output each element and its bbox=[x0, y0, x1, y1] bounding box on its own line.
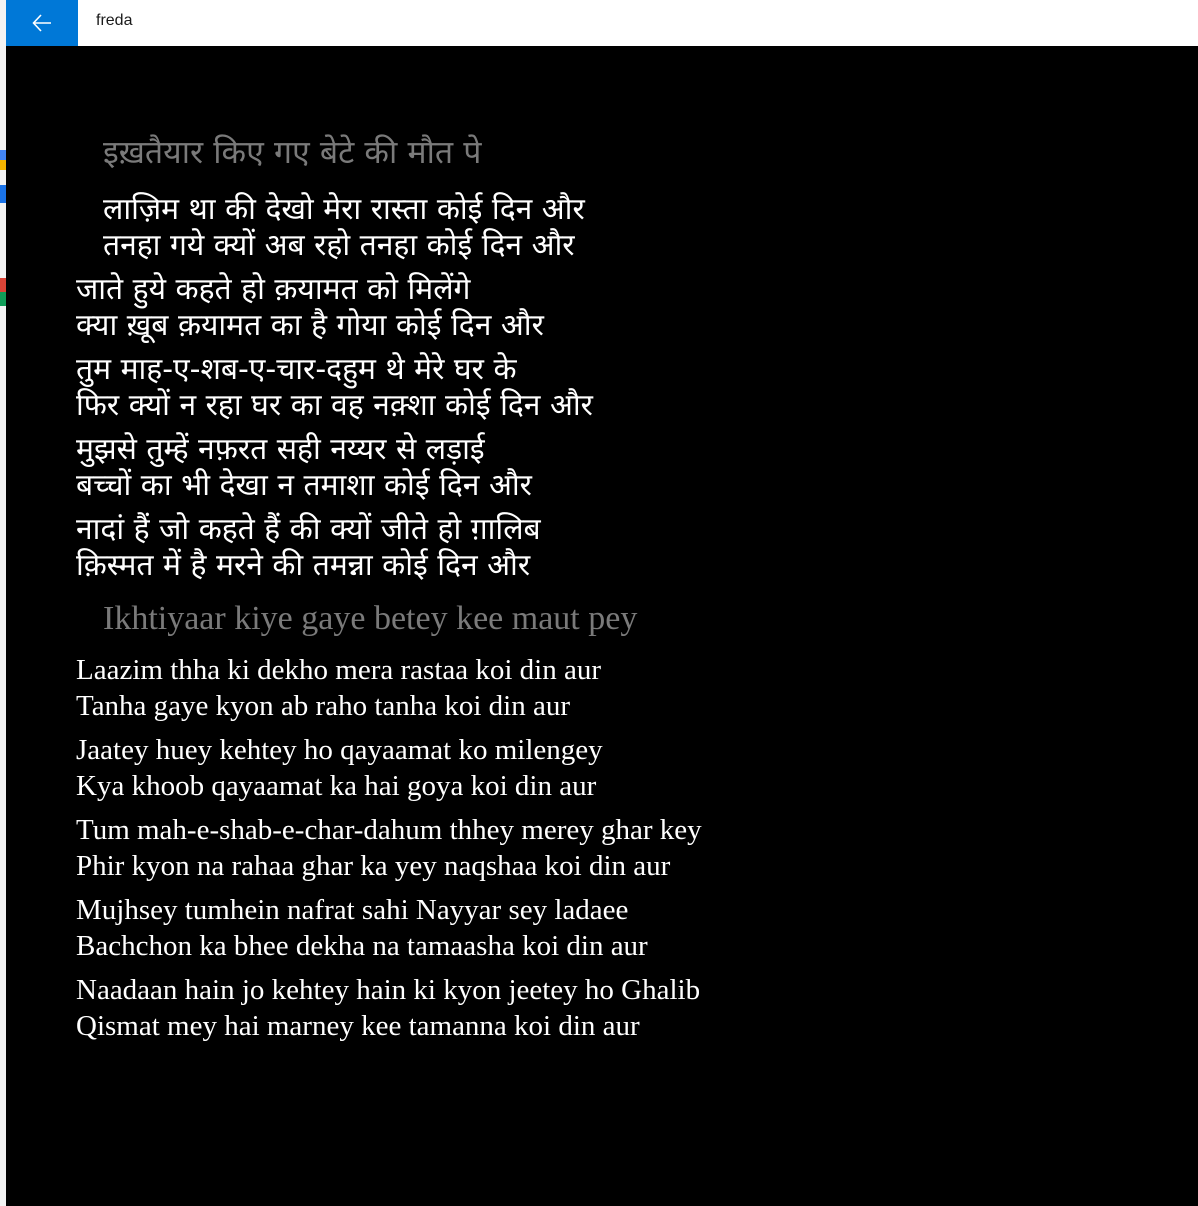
english-line: Laazim thha ki dekho mera rastaa koi din aur bbox=[76, 654, 602, 686]
english-stanza-5 bbox=[76, 972, 702, 1044]
hindi-line: तनहा गये क्यों अब रहो तनहा कोई दिन और bbox=[103, 228, 575, 263]
english-poem bbox=[76, 594, 702, 1052]
title-bar bbox=[6, 0, 1198, 46]
hindi-stanza-3 bbox=[76, 352, 593, 424]
english-line: Bachchon ka bhee dekha na tamaasha koi din aur bbox=[76, 930, 648, 962]
english-line: Qismat mey hai marney kee tamanna koi din aur bbox=[76, 1010, 640, 1042]
hindi-line: लाज़िम था की देखो मेरा रास्ता कोई दिन और bbox=[103, 192, 585, 227]
english-stanza-2 bbox=[76, 732, 702, 804]
window-title: freda bbox=[96, 12, 133, 29]
poem-viewer bbox=[6, 46, 1198, 1206]
english-poem-title: Ikhtiyaar kiye gaye betey kee maut pey bbox=[103, 600, 638, 637]
english-line: Naadaan hain jo kehtey hain ki kyon jeetey ho Ghalib bbox=[76, 974, 701, 1006]
hindi-line: मुझसे तुम्हें नफ़रत सही नय्यर से लड़ाई bbox=[76, 432, 485, 467]
hindi-stanza-5 bbox=[76, 512, 593, 584]
hindi-line: जाते हुये कहते हो क़यामत को मिलेंगे bbox=[76, 272, 471, 307]
english-line: Kya khoob qayaamat ka hai goya koi din aur bbox=[76, 770, 597, 802]
hindi-line: फिर क्यों न रहा घर का वह नक़्शा कोई दिन और bbox=[76, 388, 593, 423]
english-stanza-3 bbox=[76, 812, 702, 884]
hindi-poem-title: इख़तैयार किए गए बेटे की मौत पे bbox=[103, 133, 482, 171]
english-line: Tanha gaye kyon ab raho tanha koi din aur bbox=[76, 690, 571, 722]
arrow-left-icon bbox=[32, 14, 52, 32]
english-line: Mujhsey tumhein nafrat sahi Nayyar sey ladaee bbox=[76, 894, 629, 926]
hindi-stanza-1 bbox=[103, 192, 593, 264]
english-line: Tum mah-e-shab-e-char-dahum thhey merey ghar key bbox=[76, 814, 702, 846]
hindi-line: क्या ख़ूब क़यामत का है गोया कोई दिन और bbox=[76, 308, 544, 343]
hindi-line: तुम माह-ए-शब-ए-चार-दहुम थे मेरे घर के bbox=[76, 352, 517, 387]
hindi-poem bbox=[76, 124, 593, 592]
hindi-line: बच्चों का भी देखा न तमाशा कोई दिन और bbox=[76, 468, 532, 503]
english-stanza-4 bbox=[76, 892, 702, 964]
english-line: Phir kyon na rahaa ghar ka yey naqshaa koi din aur bbox=[76, 850, 671, 882]
hindi-stanza-2 bbox=[76, 272, 593, 344]
english-line: Jaatey huey kehtey ho qayaamat ko milengey bbox=[76, 734, 603, 766]
hindi-line: क़िस्मत में है मरने की तमन्ना कोई दिन और bbox=[76, 548, 531, 583]
back-button[interactable] bbox=[6, 0, 78, 46]
english-stanza-1 bbox=[76, 652, 702, 724]
hindi-line: नादां हैं जो कहते हैं की क्यों जीते हो ग़ालिब bbox=[76, 512, 541, 547]
hindi-stanza-4 bbox=[76, 432, 593, 504]
